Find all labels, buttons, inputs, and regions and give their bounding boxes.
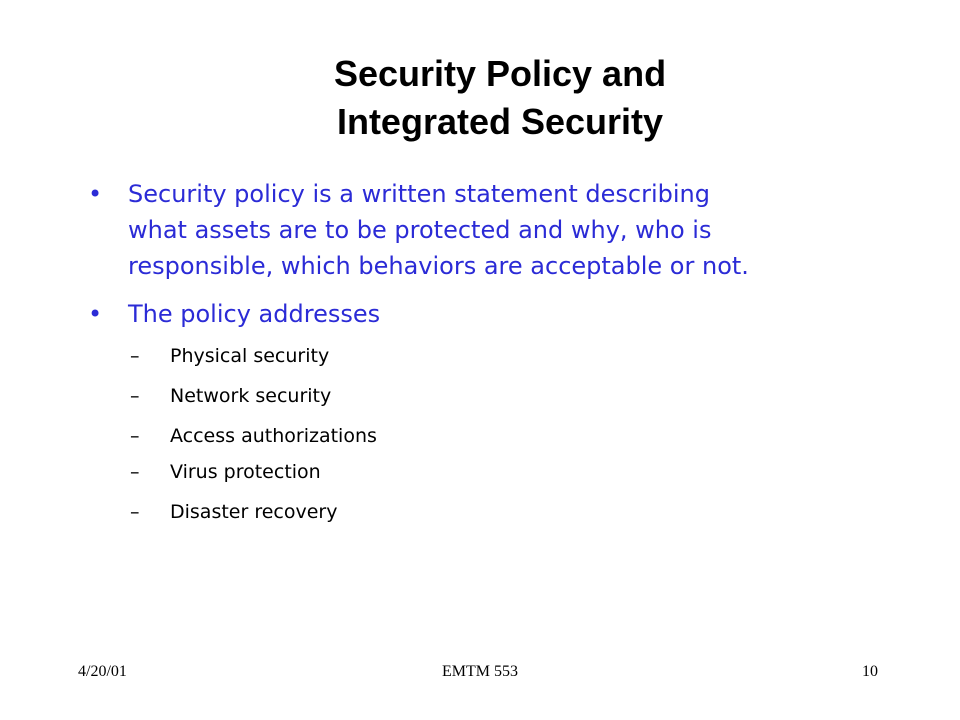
sub-item-label: Access authorizations	[170, 425, 377, 447]
sub-item-label: Disaster recovery	[170, 501, 338, 523]
footer-date: 4/20/01	[78, 663, 127, 680]
sub-item-label: Physical security	[170, 345, 330, 367]
slide-title	[180, 50, 820, 146]
bullet-text	[128, 176, 928, 284]
sub-item-dash: –	[130, 501, 140, 523]
bullet-security-policy	[88, 176, 948, 286]
sub-item-dash: –	[130, 385, 140, 407]
slide-title-line-1: Security Policy and	[333, 53, 667, 94]
footer-page-number: 10	[862, 663, 878, 680]
footer-course: EMTM 553	[442, 663, 518, 680]
bullet-marker: •	[88, 300, 103, 328]
sub-item-label: Network security	[170, 385, 332, 407]
sub-item-dash: –	[130, 345, 140, 367]
sub-item-dash: –	[130, 425, 140, 447]
slide-title-line-2: Integrated Security	[336, 101, 664, 142]
bullet-marker: •	[88, 180, 103, 208]
bullet-line-3: responsible, which behaviors are acceptable or not.	[128, 252, 749, 280]
bullet-policy-addresses	[88, 296, 948, 336]
bullet-line-1: Security policy is a written statement describing	[128, 180, 710, 208]
bullet-line-2: what assets are to be protected and why, who is	[128, 216, 712, 244]
bullet-text: The policy addresses	[128, 300, 381, 328]
sub-item-label: Virus protection	[170, 461, 321, 483]
sub-item-dash: –	[130, 461, 140, 483]
